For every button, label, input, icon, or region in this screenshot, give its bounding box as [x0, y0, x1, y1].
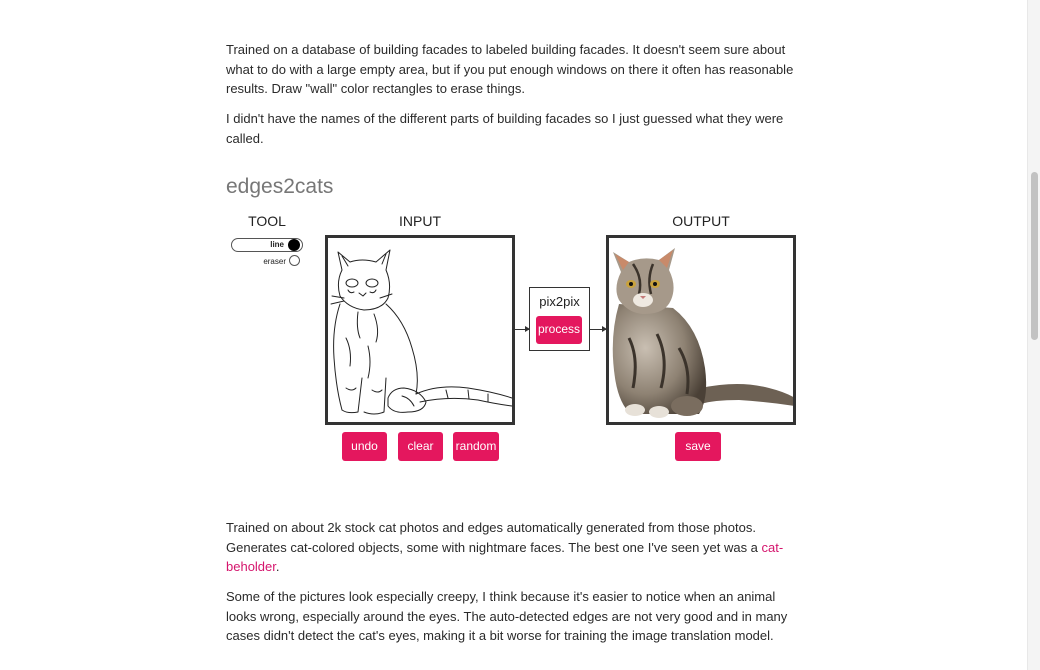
outro-paragraph-1-end: .: [275, 559, 280, 574]
output-image: [606, 235, 796, 425]
intro-paragraph-2: I didn't have the names of the different parts of building facades so I just guessed what they were called.: [226, 111, 784, 146]
tool-label: TOOL: [248, 213, 286, 229]
model-label: pix2pix: [539, 294, 580, 309]
scrollbar-track[interactable]: [1027, 0, 1040, 670]
outro-paragraph-2: Some of the pictures look especially creepy, I think because it's easier to notice when an animal looks wrong, especially around the eyes. The auto-detected edges are not very good and in many cases didn't detect the cat's eyes, making it a bit worse for training the image translation model.: [226, 589, 788, 643]
undo-button[interactable]: undo: [342, 432, 387, 461]
model-box: [529, 287, 590, 351]
outro-paragraph-1: [226, 518, 806, 577]
clear-button[interactable]: clear: [398, 432, 443, 461]
cat-sketch-drawing: [328, 238, 512, 422]
tool-line-toggle[interactable]: [231, 238, 303, 252]
random-button[interactable]: random: [453, 432, 499, 461]
process-button[interactable]: process: [536, 316, 582, 344]
input-label: INPUT: [399, 213, 441, 229]
tool-line-label: line: [270, 240, 284, 249]
section-title: edges2cats: [226, 175, 334, 198]
save-button[interactable]: save: [675, 432, 721, 461]
arrow-to-model-icon: [515, 329, 529, 330]
outro-paragraph-1-text: Trained on about 2k stock cat photos and edges automatically generated from those photos. Generates cat-colored objects, some with nightmare faces. The best one I've seen yet was a: [226, 520, 762, 555]
tool-eraser-toggle[interactable]: [231, 255, 303, 268]
scrollbar-thumb[interactable]: [1031, 172, 1038, 340]
arrow-to-output-icon: [590, 329, 606, 330]
intro-paragraph-1: Trained on a database of building facades to labeled building facades. It doesn't seem sure about what to do with a large empty area, but if you put enough windows on there it often has reasonable results. Draw "wall" color rectangles to erase things.: [226, 42, 794, 96]
cat-beholder-link[interactable]: cat-beholder: [226, 539, 784, 574]
output-label: OUTPUT: [672, 213, 730, 229]
input-canvas[interactable]: [325, 235, 515, 425]
radio-empty-icon: [289, 255, 300, 266]
radio-selected-icon: [288, 239, 300, 251]
tool-eraser-label: eraser: [263, 257, 286, 266]
cat-photo-image: [609, 238, 793, 422]
